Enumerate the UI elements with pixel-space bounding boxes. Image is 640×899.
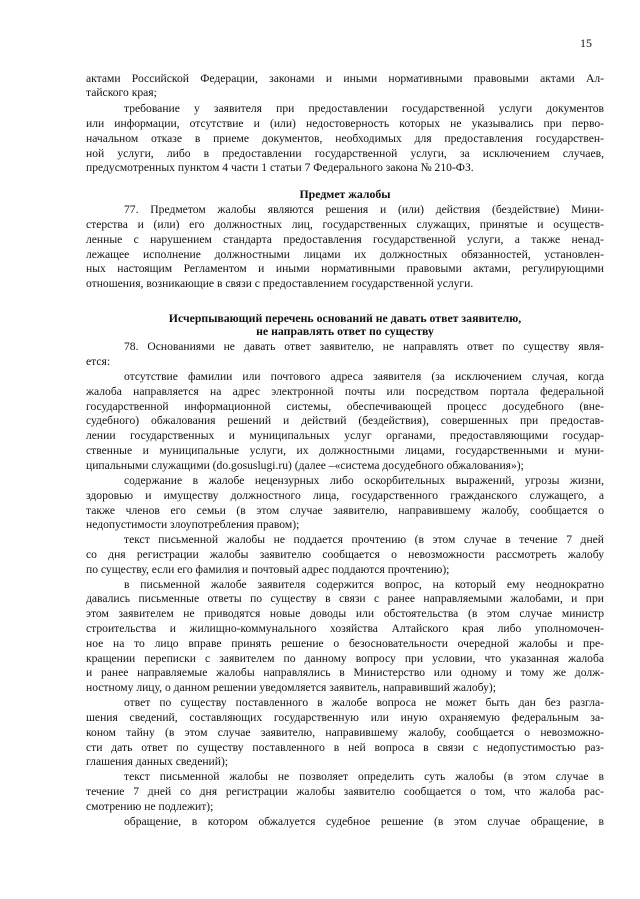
body-line: ственные и муниципальные услуги, их должностными лицами, государственными и муни-	[86, 444, 604, 457]
body-line: текст письменной жалобы не позволяет определить суть жалобы (в этом случае в	[124, 770, 604, 783]
body-line: ностному лицу, о данном решении уведомляется заявитель, направивший жалобу);	[86, 681, 497, 694]
body-line: актами Российской Федерации, законами и иными нормативными правовыми актами Ал-	[86, 72, 604, 85]
body-line: течение 7 дней со дня регистрации жалобы заявителю сообщается о том, что жалоба рас-	[86, 785, 604, 798]
body-line: по существу, если его фамилия и почтовый адрес поддаются прочтению);	[86, 563, 450, 576]
paragraph-77-line: 77. Предметом жалобы являются решения и (или) действия (бездействие) Мини-	[124, 203, 604, 216]
paragraph-77-line: лежащее исполнение должностными лицами их должностных обязанностей, установлен-	[86, 248, 604, 261]
paragraph-78-line: ется:	[86, 355, 111, 368]
body-line: текст письменной жалобы не поддается прочтению (в этом случае в течение 7 дней	[124, 533, 604, 546]
body-line: ципальными служащими (do.gosuslugi.ru) (далее –«система досудебного обжалования»);	[86, 459, 524, 472]
body-line: лении государственных и муниципальных услуг органами, предоставляющими государ-	[86, 429, 604, 442]
body-line: обращение, в котором обжалуется судебное решение (в этом случае обращение, в	[124, 815, 604, 828]
body-line: судебного) обжалования решений и действий (бездействия), совершенных при предостав-	[86, 414, 604, 427]
paragraph-78-line: 78. Основаниями не давать ответ заявителю, не направлять ответ по существу явля-	[124, 340, 604, 353]
body-line: со дня регистрации жалобы заявителю сообщается о невозможности рассмотреть жалобу	[86, 548, 604, 561]
body-line: предусмотренных пунктом 4 части 1 статьи 7 Федерального закона № 210-ФЗ.	[86, 161, 474, 174]
body-line: содержание в жалобе нецензурных либо оскорбительных выражений, угрозы жизни,	[124, 474, 604, 487]
body-line: смотрению не подлежит);	[86, 800, 214, 813]
body-line: шения сведений, составляющих государственную или иную охраняемую федеральным за-	[86, 711, 604, 724]
body-line: коном тайну (в этом случае заявителю, направившему жалобу, сообщается о невозможно-	[86, 726, 604, 739]
paragraph-77-line: ных настоящим Регламентом и иными нормативными правовыми актами, регулирующими	[86, 262, 604, 275]
body-line: кращении переписки с заявителем по данному вопросу при условии, что указанная жалоба	[86, 652, 604, 665]
section-heading-grounds: не направлять ответ по существу	[256, 324, 434, 338]
page-number: 15	[580, 36, 592, 50]
paragraph-77-line: отношения, возникающие в связи с предоставлением государственной услуги.	[86, 277, 474, 290]
body-line: начальном отказе в приеме документов, необходимых для предоставления государствен-	[86, 132, 604, 145]
body-line: также членов его семьи (в этом случае заявителю, направившему жалобу, сообщается о	[86, 504, 604, 517]
body-line: ной услуги, либо в предоставлении государственной услуги, за исключением случаев,	[86, 147, 604, 160]
body-line: ответ по существу поставленного в жалобе вопроса не может быть дан без разгла-	[124, 696, 604, 709]
section-heading-grounds: Исчерпывающий перечень оснований не давать ответ заявителю,	[168, 311, 522, 325]
body-line: государственной информационной системы, обеспечивающей процесс досудебного (вне-	[86, 400, 604, 413]
body-line: глашения данных сведений);	[86, 755, 229, 768]
body-line: сти дать ответ по существу поставленного в ней вопроса в связи с недопустимостью раз-	[86, 741, 604, 754]
body-line: недопустимости злоупотребления правом);	[86, 518, 300, 531]
body-line: требование у заявителя при предоставлении государственной услуги документов	[124, 102, 604, 115]
body-line: строительства и жилищно-коммунального хозяйства Алтайского края либо уполномочен-	[86, 622, 604, 635]
body-line: отсутствие фамилии или почтового адреса заявителя (за исключением случая, когда	[124, 370, 604, 383]
body-line: в письменной жалобе заявителя содержится вопрос, на который ему неоднократно	[124, 578, 604, 591]
body-line: здоровью и имуществу должностного лица, государственного гражданского служащего, а	[86, 489, 604, 502]
paragraph-77-line: ленные с нарушением стандарта предоставления государственной услуги, а также ненад-	[86, 233, 604, 246]
body-line: давались письменные ответы по существу в связи с ранее направляемыми жалобами, и при	[86, 592, 604, 605]
body-line: тайского края;	[86, 86, 157, 99]
paragraph-77-line: стерства и (или) его должностных лиц, государственных служащих, принятые и осуществ-	[86, 218, 604, 231]
body-line: жалоба направляется на адрес электронной почты или посредством портала федеральной	[86, 385, 604, 398]
section-heading-complaint-subject: Предмет жалобы	[299, 187, 391, 201]
body-line: этом заявителем не приводятся новые доводы или обстоятельства (в этом случае министр	[86, 607, 604, 620]
body-line: ное на то лицо вправе принять решение о безосновательности очередной жалобы и пре-	[86, 637, 604, 650]
body-line: и ранее направляемые жалобы направлялись в Министерство или одному и тому же долж-	[86, 666, 604, 679]
body-line: или информации, отсутствие и (или) недостоверность которых не указывались при перво-	[86, 117, 604, 130]
